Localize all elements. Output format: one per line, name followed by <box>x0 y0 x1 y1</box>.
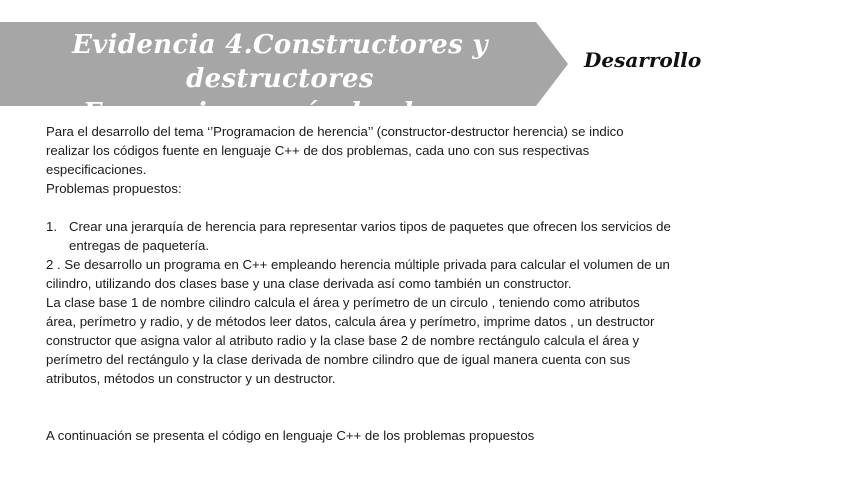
problem-2-line-5: constructor que asigna valor al atributo radio y la clase base 2 de nombre rectángulo calcula el área y <box>46 333 640 348</box>
title-line-1: Evidencia 4.Constructores y destructores <box>72 30 488 94</box>
intro-line-2: realizar los códigos fuente en lenguaje C++ de dos problemas, cada uno con sus respectivas <box>46 143 590 158</box>
title-line-2: En una jerarquía de clases <box>82 98 478 128</box>
problem-2-line-7: atributos, métodos un constructor y un destructor. <box>46 371 336 386</box>
problem-1-item <box>46 217 746 255</box>
closing-line: A continuación se presenta el código en lenguaje C++ de los problemas propuestos <box>46 428 535 443</box>
problem-2-line-6: perímetro del rectángulo y la clase derivada de nombre cilindro que de igual manera cuenta con sus <box>46 352 631 367</box>
document-body <box>46 122 746 445</box>
intro-line-1: Para el desarrollo del tema ‘’Programacion de herencia’’ (constructor-destructor herencia) se indico <box>46 124 624 139</box>
problem-2-line-1: 2 . Se desarrollo un programa en C++ empleando herencia múltiple privada para calcular el volumen de un <box>46 257 670 272</box>
problem-2-line-2: cilindro, utilizando dos clases base y una clase derivada así como también un constructor. <box>46 276 572 291</box>
problems-heading: Problemas propuestos: <box>46 181 182 196</box>
problem-1-line-1: Crear una jerarquía de herencia para representar varios tipos de paquetes que ofrecen los servicios de <box>69 219 671 234</box>
problem-1-number: 1. <box>46 219 57 234</box>
problem-2-line-4: área, perímetro y radio, y de métodos leer datos, calcula área y perímetro, imprime datos , un destructor <box>46 314 655 329</box>
intro-line-3: especificaciones. <box>46 162 147 177</box>
page-title <box>0 28 560 130</box>
problem-2-line-3: La clase base 1 de nombre cilindro calcula el área y perímetro de un circulo , teniendo como atributos <box>46 295 640 310</box>
problem-1-line-2: entregas de paquetería. <box>69 238 210 253</box>
title-banner <box>0 22 570 128</box>
section-label: Desarrollo <box>584 48 702 72</box>
